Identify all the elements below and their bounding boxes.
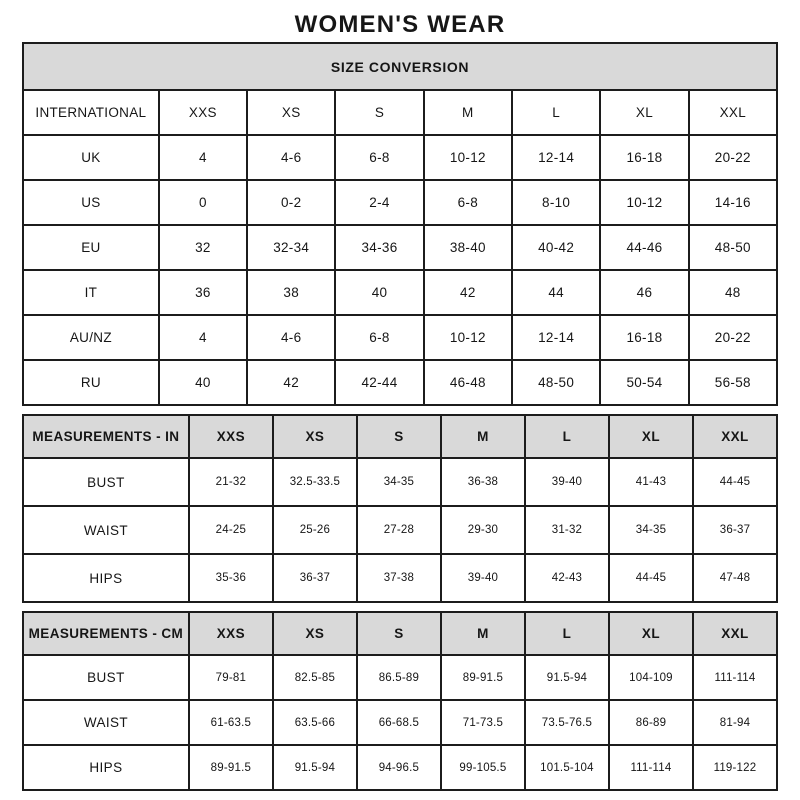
value-cell: 39-40 (525, 458, 609, 506)
value-cell: 42-44 (335, 360, 423, 405)
value-cell: 21-32 (189, 458, 273, 506)
row-label-cell: EU (23, 225, 159, 270)
value-cell: 91.5-94 (525, 655, 609, 700)
value-cell: 16-18 (600, 315, 688, 360)
column-header-cell: L (525, 415, 609, 458)
value-cell: 101.5-104 (525, 745, 609, 790)
value-cell: 36-37 (273, 554, 357, 602)
measurements-cm-head (23, 612, 777, 655)
value-cell: 48-50 (689, 225, 777, 270)
value-cell: 91.5-94 (273, 745, 357, 790)
table-row (23, 225, 777, 270)
column-header-cell: M (441, 415, 525, 458)
value-cell: 6-8 (424, 180, 512, 225)
table-row (23, 554, 777, 602)
value-cell: 40 (159, 360, 247, 405)
value-cell: 56-58 (689, 360, 777, 405)
value-cell: 0 (159, 180, 247, 225)
value-cell: 38 (247, 270, 335, 315)
value-cell: 42 (424, 270, 512, 315)
value-cell: 31-32 (525, 506, 609, 554)
value-cell: 111-114 (609, 745, 693, 790)
table-title: SIZE CONVERSION (23, 43, 777, 90)
row-label-cell: WAIST (23, 506, 189, 554)
value-cell: 36-38 (441, 458, 525, 506)
value-cell: 34-36 (335, 225, 423, 270)
value-cell: 10-12 (424, 135, 512, 180)
table-row (23, 270, 777, 315)
value-cell: 27-28 (357, 506, 441, 554)
table-row (23, 506, 777, 554)
value-cell: 73.5-76.5 (525, 700, 609, 745)
row-label-cell: UK (23, 135, 159, 180)
row-header-cell: INTERNATIONAL (23, 90, 159, 135)
column-header-cell: XS (273, 612, 357, 655)
column-header-row (23, 415, 777, 458)
value-cell: 39-40 (441, 554, 525, 602)
value-cell: 61-63.5 (189, 700, 273, 745)
value-cell: 4-6 (247, 315, 335, 360)
page-title: WOMEN'S WEAR (294, 11, 506, 38)
row-label-cell: RU (23, 360, 159, 405)
table-title: MEASUREMENTS - CM (23, 612, 189, 655)
column-header-cell: XL (609, 612, 693, 655)
value-cell: 34-35 (609, 506, 693, 554)
value-cell: 20-22 (689, 315, 777, 360)
value-cell: 89-91.5 (189, 745, 273, 790)
row-label-cell: HIPS (23, 745, 189, 790)
column-header-cell: L (525, 612, 609, 655)
column-header-cell: S (357, 415, 441, 458)
value-cell: 94-96.5 (357, 745, 441, 790)
size-conversion-head (23, 43, 777, 135)
value-cell: 29-30 (441, 506, 525, 554)
value-cell: 41-43 (609, 458, 693, 506)
column-header-cell: M (441, 612, 525, 655)
value-cell: 0-2 (247, 180, 335, 225)
value-cell: 44 (512, 270, 600, 315)
value-cell: 44-45 (693, 458, 777, 506)
column-header-cell: XXL (693, 612, 777, 655)
value-cell: 44-46 (600, 225, 688, 270)
value-cell: 24-25 (189, 506, 273, 554)
value-cell: 36 (159, 270, 247, 315)
value-cell: 12-14 (512, 135, 600, 180)
value-cell: 81-94 (693, 700, 777, 745)
value-cell: 12-14 (512, 315, 600, 360)
column-header-cell: XXL (689, 90, 777, 135)
value-cell: 46 (600, 270, 688, 315)
table-row (23, 180, 777, 225)
value-cell: 89-91.5 (441, 655, 525, 700)
value-cell: 32 (159, 225, 247, 270)
column-header-cell: XS (247, 90, 335, 135)
column-header-cell: XXS (189, 612, 273, 655)
value-cell: 2-4 (335, 180, 423, 225)
row-label-cell: AU/NZ (23, 315, 159, 360)
value-cell: 38-40 (424, 225, 512, 270)
value-cell: 4 (159, 135, 247, 180)
row-label-cell: BUST (23, 655, 189, 700)
measurements-cm-body (23, 655, 777, 790)
value-cell: 4 (159, 315, 247, 360)
value-cell: 79-81 (189, 655, 273, 700)
column-header-cell: S (357, 612, 441, 655)
table-row (23, 700, 777, 745)
table-row (23, 360, 777, 405)
value-cell: 82.5-85 (273, 655, 357, 700)
value-cell: 8-10 (512, 180, 600, 225)
value-cell: 34-35 (357, 458, 441, 506)
value-cell: 63.5-66 (273, 700, 357, 745)
row-label-cell: US (23, 180, 159, 225)
value-cell: 10-12 (600, 180, 688, 225)
value-cell: 46-48 (424, 360, 512, 405)
table-row (23, 655, 777, 700)
value-cell: 119-122 (693, 745, 777, 790)
value-cell: 42 (247, 360, 335, 405)
column-header-cell: XXS (159, 90, 247, 135)
value-cell: 111-114 (693, 655, 777, 700)
measurements-in-head (23, 415, 777, 458)
column-header-cell: XL (600, 90, 688, 135)
column-header-cell: XXS (189, 415, 273, 458)
measurements-cm-table (22, 611, 778, 791)
value-cell: 50-54 (600, 360, 688, 405)
size-conversion-body (23, 135, 777, 405)
value-cell: 6-8 (335, 315, 423, 360)
value-cell: 42-43 (525, 554, 609, 602)
value-cell: 35-36 (189, 554, 273, 602)
table-row (23, 135, 777, 180)
row-label-cell: IT (23, 270, 159, 315)
column-header-cell: XS (273, 415, 357, 458)
size-conversion-table (22, 42, 778, 406)
value-cell: 86.5-89 (357, 655, 441, 700)
value-cell: 25-26 (273, 506, 357, 554)
table-title: MEASUREMENTS - IN (23, 415, 189, 458)
row-label-cell: HIPS (23, 554, 189, 602)
value-cell: 16-18 (600, 135, 688, 180)
value-cell: 48-50 (512, 360, 600, 405)
table-title-row (23, 43, 777, 90)
value-cell: 6-8 (335, 135, 423, 180)
table-row (23, 458, 777, 506)
measurements-in-body (23, 458, 777, 602)
value-cell: 66-68.5 (357, 700, 441, 745)
column-header-cell: XL (609, 415, 693, 458)
column-header-cell: S (335, 90, 423, 135)
value-cell: 32.5-33.5 (273, 458, 357, 506)
value-cell: 47-48 (693, 554, 777, 602)
value-cell: 4-6 (247, 135, 335, 180)
value-cell: 99-105.5 (441, 745, 525, 790)
value-cell: 71-73.5 (441, 700, 525, 745)
row-label-cell: BUST (23, 458, 189, 506)
table-row (23, 745, 777, 790)
value-cell: 37-38 (357, 554, 441, 602)
column-header-row (23, 90, 777, 135)
column-header-cell: XXL (693, 415, 777, 458)
column-header-cell: M (424, 90, 512, 135)
column-header-row (23, 612, 777, 655)
value-cell: 40-42 (512, 225, 600, 270)
table-row (23, 315, 777, 360)
value-cell: 14-16 (689, 180, 777, 225)
column-header-cell: L (512, 90, 600, 135)
value-cell: 44-45 (609, 554, 693, 602)
value-cell: 20-22 (689, 135, 777, 180)
value-cell: 104-109 (609, 655, 693, 700)
measurements-in-table (22, 414, 778, 603)
value-cell: 32-34 (247, 225, 335, 270)
value-cell: 86-89 (609, 700, 693, 745)
value-cell: 36-37 (693, 506, 777, 554)
value-cell: 40 (335, 270, 423, 315)
row-label-cell: WAIST (23, 700, 189, 745)
value-cell: 48 (689, 270, 777, 315)
value-cell: 10-12 (424, 315, 512, 360)
